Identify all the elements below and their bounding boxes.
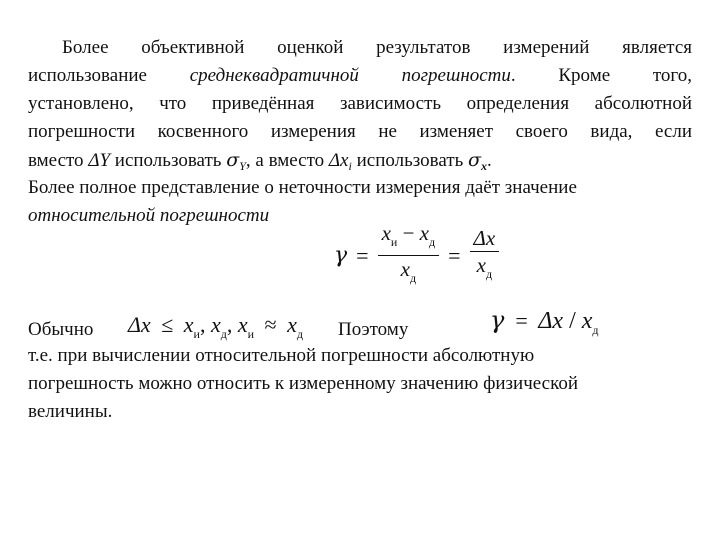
equals-sign: =	[515, 308, 528, 333]
denominator: $x_д$	[476, 252, 493, 281]
text: . Кроме того,	[510, 65, 692, 86]
italic-term: среднеквадратичной погрешности	[189, 65, 511, 86]
subscript: д	[592, 323, 599, 337]
leq-sign: ≤	[161, 312, 174, 337]
text: установлено, что приведённая зависимость определения абсолютной	[28, 93, 692, 114]
sigma-symbol: σ	[468, 149, 482, 171]
delta-x: Δx	[538, 308, 564, 334]
x-var: x	[581, 308, 593, 334]
slash: /	[569, 308, 576, 334]
text: погрешности косвенного измерения не изменяет своего вида, если	[28, 121, 692, 142]
gamma-symbol: γ	[490, 306, 505, 334]
paragraph-1-line-4	[28, 118, 692, 146]
text: использование	[28, 65, 147, 86]
text: т.е. при вычислении относительной погрешности абсолютную	[28, 345, 535, 366]
numerator: Δx	[470, 225, 500, 252]
subscript: Y	[239, 159, 246, 173]
paragraph-3-line-3	[28, 398, 692, 426]
equals-sign: =	[448, 242, 461, 268]
subscript: x	[481, 159, 488, 173]
italic-term: относительной погрешности	[28, 205, 270, 226]
text: Более объективной оценкой результатов измерений является	[62, 37, 692, 58]
delta-x-symbol: Δx	[328, 150, 349, 171]
paragraph-3-line-1	[28, 342, 692, 370]
text: вместо	[28, 150, 84, 171]
delta-y-symbol: ΔY	[88, 150, 111, 171]
text: использовать	[114, 150, 222, 171]
usually-inequality: $\Delta x \le x_и$, $x_д$, $x_и \approx x_д$	[128, 312, 303, 341]
equals-sign: =	[356, 242, 369, 268]
relative-error-formula	[334, 220, 499, 291]
denominator: $x_д$	[400, 257, 417, 285]
fraction-2	[470, 225, 500, 287]
text: использовать	[356, 150, 464, 171]
paragraph-3-line-2	[28, 370, 692, 398]
text: погрешность можно относить к измеренному значению физической	[28, 373, 579, 394]
approx-sign: ≈	[264, 312, 277, 337]
paragraph-1-line-3	[28, 90, 692, 118]
text: .	[487, 150, 492, 171]
numerator: $x_и - x_д$	[378, 220, 440, 256]
paragraph-1-line-1	[28, 34, 692, 62]
fraction-1	[378, 220, 440, 291]
text: , а вместо	[245, 150, 325, 171]
therefore-label: Поэтому	[338, 319, 409, 340]
text: величины.	[28, 401, 113, 422]
subscript: i	[348, 159, 352, 173]
usually-label: Обычно	[28, 319, 94, 340]
paragraph-2-line-1	[28, 174, 692, 202]
gamma-ratio-formula	[490, 304, 599, 346]
sigma-symbol: σ	[226, 149, 240, 171]
gamma-symbol: γ	[334, 243, 348, 268]
paragraph-1-line-2	[28, 62, 692, 90]
text: Более полное представление о неточности измерения даёт значение	[28, 177, 577, 198]
delta-x: Δx	[128, 312, 151, 337]
